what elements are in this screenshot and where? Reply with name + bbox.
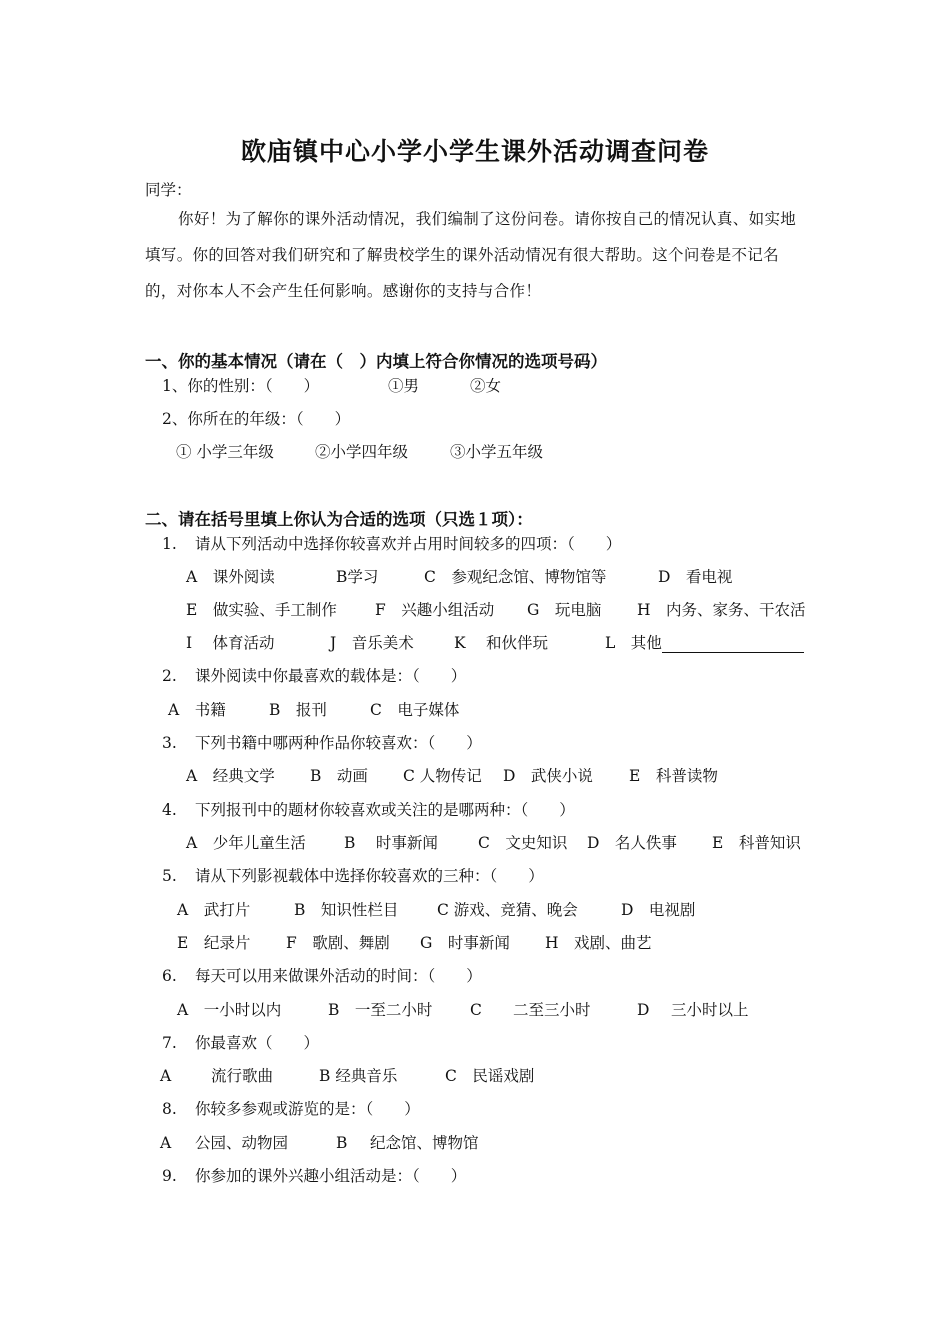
page-title: 欧庙镇中心小学小学生课外活动调查问卷 <box>240 137 709 166</box>
s2-q1-option-b: B学习 <box>336 568 379 586</box>
s2-q4-option-c: C 文史知识 <box>478 834 568 852</box>
s2-q1-option-c: C 参观纪念馆、博物馆等 <box>424 568 607 586</box>
s2-q8-text: 你较多参观或游览的是：（ ） <box>195 1100 420 1118</box>
s2-q2-text: 课外阅读中你最喜欢的载体是：（ ） <box>195 667 467 685</box>
s2-q5-option-g: G 时事新闻 <box>420 934 510 952</box>
s2-q5-option-e: E 纪录片 <box>177 934 251 952</box>
s2-q7-option-b: B 经典音乐 <box>319 1067 398 1085</box>
s2-q1-option-l <box>605 633 804 653</box>
s2-q8-num: 8. <box>162 1100 177 1118</box>
s2-q7-option-a-letter: A <box>160 1067 172 1085</box>
s2-q2-option-a: A 书籍 <box>168 701 226 719</box>
s2-q7-num: 7. <box>162 1034 177 1052</box>
s2-q4-option-b: B 时事新闻 <box>344 834 438 852</box>
s2-q7-option-a-text: 流行歌曲 <box>211 1067 274 1085</box>
intro-text: 你好！为了解你的课外活动情况，我们编制了这份问卷。请你按自己的情况认真、如实地填写。你的回答对我们研究和了解贵校学生的课外活动情况有很大帮助。这个问卷是不记名的，对你本人不会产生任何影响。感谢你的支持与合作！ <box>145 210 797 300</box>
s2-q5-option-f: F 歌剧、舞剧 <box>286 934 390 952</box>
s2-q3-option-c: C 人物传记 <box>403 767 482 785</box>
s2-q1-option-f: F 兴趣小组活动 <box>375 601 495 619</box>
s2-q9-text: 你参加的课外兴趣小组活动是：（ ） <box>195 1167 467 1185</box>
s1-q2-option-1: ① 小学三年级 <box>176 443 274 461</box>
s2-q3-option-d: D 武侠小说 <box>503 767 593 785</box>
s2-q1-option-e: E 做实验、手工制作 <box>186 601 337 619</box>
s2-q4-text: 下列报刊中的题材你较喜欢或关注的是哪两种：（ ） <box>195 801 575 819</box>
s2-q6-option-a: A 一小时以内 <box>177 1001 282 1019</box>
s2-q1-option-i: I 体育活动 <box>186 634 275 652</box>
s2-q4-option-e: E 科普知识 <box>712 834 801 852</box>
s2-q6-text: 每天可以用来做课外活动的时间：（ ） <box>195 967 482 985</box>
s2-q5-option-c: C 游戏、竞猜、晚会 <box>437 901 578 919</box>
s2-q5-text: 请从下列影视载体中选择你较喜欢的三种：（ ） <box>195 867 544 885</box>
s2-q4-num: 4. <box>162 801 177 819</box>
greeting: 同学： <box>145 181 192 199</box>
s2-q1-option-k: K 和伙伴玩 <box>454 634 549 652</box>
s2-q6-option-b: B 一至二小时 <box>328 1001 433 1019</box>
intro-paragraph <box>145 201 810 309</box>
s2-q3-option-b: B 动画 <box>310 767 368 785</box>
s2-q8-option-b-text: 纪念馆、博物馆 <box>370 1134 479 1152</box>
s2-q1-option-a: A 课外阅读 <box>186 568 275 586</box>
s2-q6-option-d-letter: D <box>637 1001 650 1019</box>
s2-q5-option-b: B 知识性栏目 <box>294 901 399 919</box>
s2-q1-option-d: D 看电视 <box>658 568 733 586</box>
s2-q9-num: 9. <box>162 1167 177 1185</box>
s2-q5-option-h: H 戏剧、曲艺 <box>545 934 652 952</box>
s2-q1-option-l-label: L 其他 <box>605 634 662 652</box>
s2-q1-num: 1. <box>162 535 177 553</box>
s2-q5-option-d: D 电视剧 <box>621 901 696 919</box>
s1-q2-text: 2、你所在的年级：（ ） <box>162 410 351 428</box>
s2-q3-option-a: A 经典文学 <box>186 767 275 785</box>
s2-q8-option-b-letter: B <box>336 1134 348 1152</box>
section1-heading: 一、你的基本情况（请在（ ）内填上符合你情况的选项号码） <box>145 352 607 371</box>
s2-q8-option-a-letter: A <box>160 1134 172 1152</box>
other-blank-line[interactable] <box>662 636 804 653</box>
s2-q1-option-h: H 内务、家务、干农活 <box>637 601 806 619</box>
s2-q4-option-a: A 少年儿童生活 <box>186 834 306 852</box>
s2-q1-option-j: J 音乐美术 <box>330 634 414 652</box>
s2-q8-option-a-text: 公园、动物园 <box>195 1134 289 1152</box>
s1-q1-option-2: ②女 <box>470 377 502 395</box>
s2-q3-option-e: E 科普读物 <box>629 767 718 785</box>
s2-q2-option-c: C 电子媒体 <box>370 701 460 719</box>
s2-q3-num: 3. <box>162 734 177 752</box>
section2-heading: 二、请在括号里填上你认为合适的选项（只选１项）： <box>145 510 533 529</box>
s1-q1-text: 1、你的性别：（ ） <box>162 377 320 395</box>
s1-q1-option-1: ①男 <box>388 377 420 395</box>
s2-q6-num: 6. <box>162 967 177 985</box>
s2-q1-text: 请从下列活动中选择你较喜欢并占用时间较多的四项：（ ） <box>195 535 622 553</box>
s2-q7-text: 你最喜欢（ ） <box>195 1034 320 1052</box>
s2-q3-text: 下列书籍中哪两种作品你较喜欢：（ ） <box>195 734 482 752</box>
s2-q2-option-b: B 报刊 <box>269 701 327 719</box>
s2-q5-num: 5. <box>162 867 177 885</box>
s2-q6-option-c-text: 二至三小时 <box>513 1001 591 1019</box>
s2-q2-num: 2. <box>162 667 177 685</box>
s1-q2-option-2: ②小学四年级 <box>315 443 409 461</box>
s2-q5-option-a: A 武打片 <box>177 901 251 919</box>
s2-q6-option-c-letter: C <box>470 1001 482 1019</box>
s2-q7-option-c: C 民谣戏剧 <box>445 1067 535 1085</box>
s2-q4-option-d: D 名人佚事 <box>587 834 677 852</box>
s2-q1-option-g: G 玩电脑 <box>527 601 602 619</box>
s2-q6-option-d-text: 三小时以上 <box>671 1001 749 1019</box>
s1-q2-option-3: ③小学五年级 <box>450 443 544 461</box>
